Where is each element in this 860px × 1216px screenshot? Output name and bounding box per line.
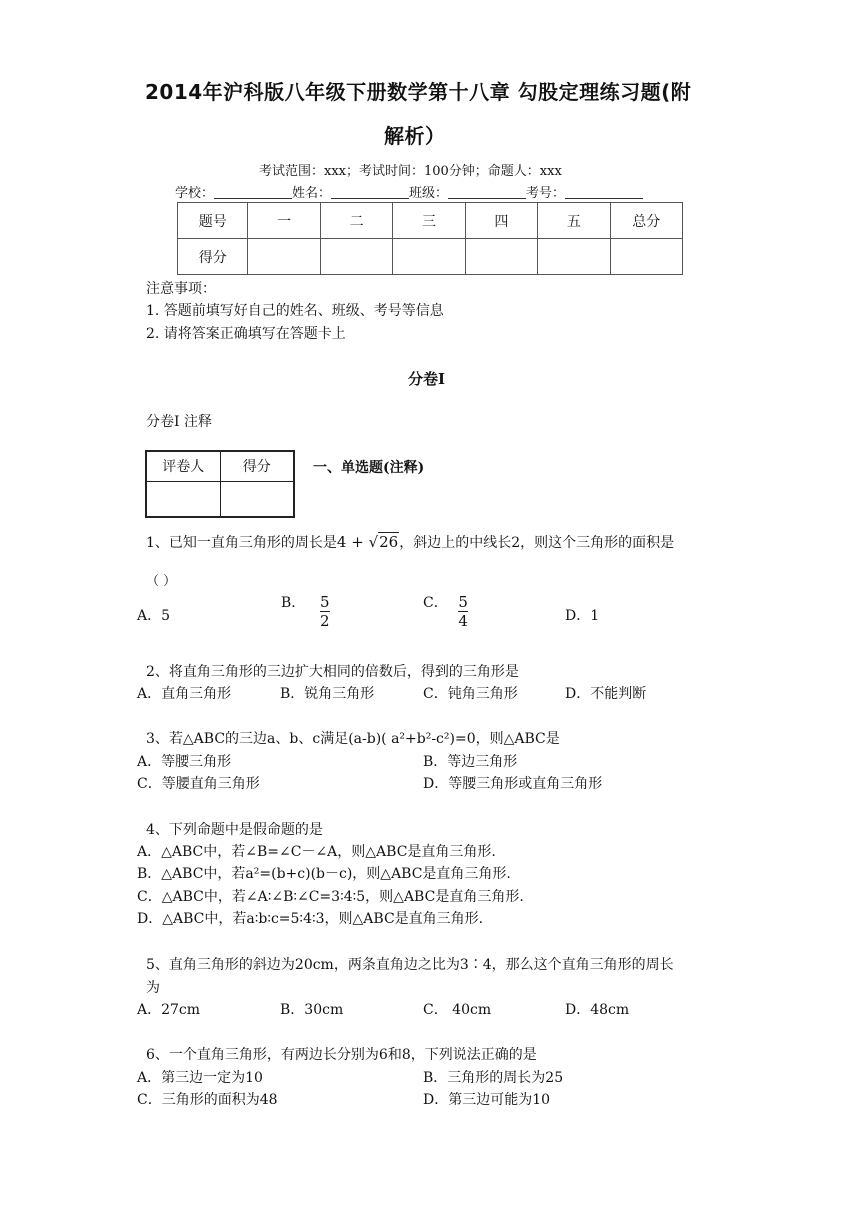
q3-option-c[interactable]: C．等腰直角三角形 — [137, 776, 260, 792]
score-table-header: 题号 — [178, 203, 248, 239]
question-5-stem-line1: 5、直角三角形的斜边为20cm，两条直角边之比为3∶4，那么这个直角三角形的周长 — [146, 957, 674, 973]
q2-option-a[interactable]: A．直角三角形 — [137, 686, 232, 702]
q1-option-c-label: C． — [423, 595, 448, 611]
score-table-header: 总分 — [610, 203, 682, 239]
score-table-header: 二 — [320, 203, 392, 239]
score-cell[interactable] — [393, 239, 465, 275]
q1-option-b-label: B． — [281, 595, 306, 611]
q4-option-d[interactable]: D．△ABC中，若a∶b∶c=5∶4∶3，则△ABC是直角三角形. — [137, 911, 484, 927]
q1-option-b[interactable] — [281, 592, 330, 629]
q5-option-a[interactable]: A．27cm — [137, 1002, 201, 1018]
field-class-blank[interactable] — [448, 184, 526, 199]
score-cell[interactable] — [538, 239, 610, 275]
score-table-header: 一 — [248, 203, 320, 239]
fraction-numerator: 5 — [319, 593, 330, 611]
q2-option-c[interactable]: C．钝角三角形 — [423, 686, 518, 702]
grader-table — [145, 450, 295, 518]
q6-option-d[interactable]: D．第三边可能为10 — [423, 1092, 551, 1108]
q6-option-b[interactable]: B．三角形的周长为25 — [423, 1070, 564, 1086]
q4-option-a[interactable]: A．△ABC中，若∠B=∠C－∠A，则△ABC是直角三角形. — [137, 844, 496, 860]
score-cell[interactable] — [248, 239, 320, 275]
question-2-stem: 2、将直角三角形的三边扩大相同的倍数后，得到的三角形是 — [146, 664, 519, 680]
score-cell[interactable] — [320, 239, 392, 275]
q1-option-c[interactable] — [423, 592, 468, 629]
q1-expr-radicand: 26 — [379, 533, 399, 551]
q1-option-d[interactable]: D．1 — [565, 608, 600, 624]
q5-option-d[interactable]: D．48cm — [565, 1002, 630, 1018]
page-title-line1: 2014年沪科版八年级下册数学第十八章 勾股定理练习题(附 — [145, 80, 692, 104]
q2-option-b[interactable]: B．锐角三角形 — [280, 686, 375, 702]
score-table-header: 四 — [465, 203, 537, 239]
q5-option-c[interactable]: C． 40cm — [423, 1002, 492, 1018]
grader-header: 评卷人 — [146, 451, 220, 481]
q1-stem-part2: ，斜边上的中线长2，则这个三角形的面积是 — [399, 535, 675, 551]
q3-option-d[interactable]: D．等腰三角形或直角三角形 — [423, 776, 603, 792]
page-title-line2: 解析） — [384, 124, 446, 148]
question-4-stem: 4、下列命题中是假命题的是 — [146, 822, 323, 838]
score-table — [177, 202, 683, 275]
question-1-stem — [146, 532, 674, 552]
q3-option-b[interactable]: B．等边三角形 — [423, 754, 518, 770]
q1-stem-part1: 1、已知一直角三角形的周长是 — [146, 535, 337, 551]
q1-option-a[interactable]: A．5 — [137, 608, 171, 624]
score-table-header: 三 — [393, 203, 465, 239]
grader-cell[interactable] — [146, 481, 220, 517]
sqrt-icon: √ — [368, 533, 379, 551]
field-name-blank[interactable] — [331, 184, 409, 199]
score-table-header: 五 — [538, 203, 610, 239]
section-title: 分卷I — [408, 370, 446, 388]
q1-option-b-fraction — [320, 594, 330, 629]
score-cell[interactable] — [610, 239, 682, 275]
section-note: 分卷I 注释 — [146, 414, 212, 430]
fraction-numerator: 5 — [458, 593, 468, 611]
q6-option-c[interactable]: C．三角形的面积为48 — [137, 1092, 278, 1108]
q4-option-b[interactable]: B．△ABC中，若a²=(b+c)(b－c)，则△ABC是直角三角形. — [137, 866, 511, 882]
note-item: 2. 请将答案正确填写在答题卡上 — [146, 326, 346, 342]
field-school-label: 学校： — [175, 186, 215, 201]
fraction-denominator: 4 — [458, 612, 468, 630]
question-6-stem: 6、一个直角三角形，有两边长分别为6和8，下列说法正确的是 — [146, 1047, 537, 1063]
grader-header: 得分 — [220, 451, 294, 481]
field-school-blank[interactable] — [214, 184, 292, 199]
fraction-denominator: 2 — [319, 612, 330, 630]
field-number-label: 考号： — [526, 186, 566, 201]
info-fields — [175, 182, 643, 201]
q3-option-a[interactable]: A．等腰三角形 — [137, 754, 232, 770]
field-number-blank[interactable] — [565, 184, 643, 199]
question-5-stem-line2: 为 — [146, 980, 160, 996]
q2-option-d[interactable]: D．不能判断 — [565, 686, 647, 702]
q6-option-a[interactable]: A．第三边一定为10 — [137, 1070, 263, 1086]
q1-expression — [337, 532, 399, 551]
notes-heading: 注意事项： — [146, 281, 216, 297]
question-3-stem: 3、若△ABC的三边a、b、c满足(a-b)( a²+b²-c²)=0，则△ABC是 — [146, 731, 560, 747]
field-class-label: 班级： — [409, 186, 449, 201]
q1-option-c-fraction — [458, 594, 468, 629]
q1-expr-prefix: 4 + — [336, 533, 369, 551]
section-heading: 一、单选题(注释) — [313, 460, 425, 476]
q1-paren: （ ） — [146, 574, 177, 589]
grader-cell[interactable] — [220, 481, 294, 517]
exam-info: 考试范围：xxx；考试时间：100分钟；命题人：xxx — [259, 164, 562, 179]
score-cell[interactable] — [465, 239, 537, 275]
note-item: 1. 答题前填写好自己的姓名、班级、考号等信息 — [146, 303, 444, 319]
field-name-label: 姓名： — [292, 186, 332, 201]
q4-option-c[interactable]: C．△ABC中，若∠A∶∠B∶∠C=3∶4∶5，则△ABC是直角三角形. — [137, 889, 524, 905]
score-row-label: 得分 — [178, 239, 248, 275]
q5-option-b[interactable]: B．30cm — [280, 1002, 344, 1018]
